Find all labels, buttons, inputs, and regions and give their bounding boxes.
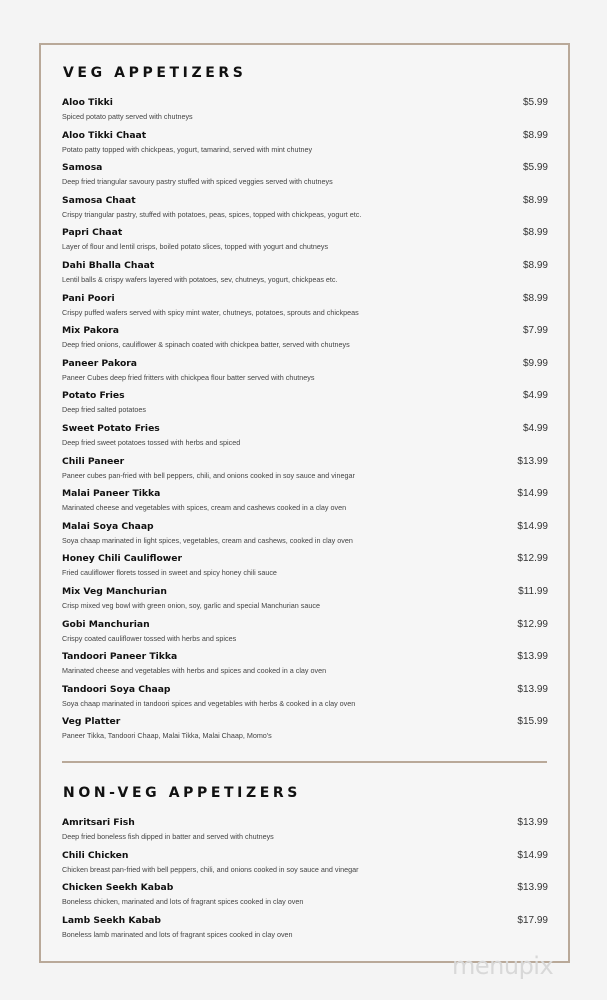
item-price: $7.99	[522, 325, 548, 337]
item-description: Paneer Tikka, Tandoori Chaap, Malai Tikka, Malai Chaap, Momo's	[62, 731, 272, 741]
item-name: Papri Chaat	[62, 227, 123, 239]
menu-item	[62, 131, 548, 164]
item-name: Tandoori Soya Chaap	[62, 683, 171, 695]
item-description: Boneless chicken, marinated and lots of fragrant spices cooked in clay oven	[62, 897, 304, 907]
watermark-logo: menupix	[452, 952, 554, 980]
item-name: Tandoori Paneer Tikka	[62, 651, 178, 663]
item-price: $13.99	[517, 683, 548, 695]
item-price: $14.99	[517, 849, 548, 861]
menu-item	[62, 196, 548, 229]
item-description: Deep fried salted potatoes	[62, 405, 146, 415]
item-description: Potato patty topped with chickpeas, yogurt, tamarind, served with mint chutney	[62, 144, 313, 154]
menu-item	[62, 818, 548, 851]
item-description: Deep fried boneless fish dipped in batter and served with chutneys	[62, 832, 274, 841]
item-name: Samosa	[62, 162, 103, 174]
item-price: $11.99	[518, 585, 548, 597]
section-divider	[62, 761, 547, 763]
item-price: $15.99	[517, 716, 548, 728]
item-price: $13.99	[517, 455, 548, 467]
item-price: $13.99	[517, 817, 548, 828]
item-description: Soya chaap marinated in tandoori spices and vegetables with herbs & cooked in a clay oven	[62, 698, 356, 708]
section-title-nonveg: NON-VEG APPETIZERS	[63, 785, 301, 801]
item-name: Chili Chicken	[62, 849, 129, 861]
item-name: Lamb Seekh Kabab	[62, 914, 162, 926]
menu-item	[62, 163, 548, 196]
item-name: Paneer Pakora	[62, 357, 138, 369]
item-price: $8.99	[522, 259, 548, 271]
item-name: Malai Soya Chaap	[62, 520, 154, 532]
menu-item	[62, 228, 548, 261]
menu-item	[62, 685, 548, 718]
item-price: $4.99	[522, 422, 548, 434]
menu-page	[39, 43, 570, 963]
item-description: Boneless lamb marinated and lots of fragrant spices cooked in clay oven	[62, 929, 293, 939]
menu-item	[62, 916, 548, 949]
menu-item	[62, 424, 548, 457]
item-price: $5.99	[522, 97, 548, 108]
item-name: Veg Platter	[62, 716, 121, 728]
item-description: Fried cauliflower florets tossed in sweet and spicy honey chili sauce	[62, 568, 277, 578]
item-price: $14.99	[517, 488, 548, 500]
item-name: Pani Poori	[62, 292, 115, 304]
item-name: Dahi Bhalla Chaat	[62, 259, 155, 271]
item-name: Aloo Tikki Chaat	[62, 129, 147, 141]
item-description: Deep fried triangular savoury pastry stuffed with spiced veggies served with chutneys	[62, 177, 333, 187]
menu-item	[62, 883, 548, 916]
item-description: Crispy coated cauliflower tossed with herbs and spices	[62, 633, 237, 643]
menu-item	[62, 620, 548, 653]
item-name: Chili Paneer	[62, 455, 125, 467]
item-description: Paneer Cubes deep fried fritters with chickpea flour batter served with chutneys	[62, 372, 315, 382]
item-price: $12.99	[517, 553, 548, 565]
item-price: $12.99	[517, 618, 548, 630]
item-name: Sweet Potato Fries	[62, 422, 160, 434]
item-description: Crisp mixed veg bowl with green onion, soy, garlic and special Manchurian sauce	[62, 600, 320, 610]
item-name: Honey Chili Cauliflower	[62, 553, 183, 565]
item-description: Layer of flour and lentil crisps, boiled potato slices, topped with yogurt and chutneys	[62, 242, 329, 252]
item-description: Marinated cheese and vegetables with spices, cream and cashews cooked in a clay oven	[62, 503, 347, 513]
item-description: Deep fried sweet potatoes tossed with herbs and spiced	[62, 437, 241, 447]
menu-item	[62, 587, 548, 620]
menu-item	[62, 261, 548, 294]
menu-item	[62, 294, 548, 327]
item-description: Crispy triangular pastry, stuffed with potatoes, peas, spices, topped with chickpeas, yogurt etc.	[62, 209, 362, 219]
menu-item	[62, 457, 548, 490]
item-name: Amritsari Fish	[62, 817, 135, 828]
item-name: Gobi Manchurian	[62, 618, 150, 630]
item-description: Soya chaap marinated in light spices, vegetables, cream and cashews, cooked in clay oven	[62, 535, 353, 545]
item-description: Spiced potato patty served with chutneys	[62, 112, 193, 121]
nonveg-item-list	[62, 818, 548, 948]
item-description: Deep fried onions, cauliflower & spinach coated with chickpea batter, served with chutneys	[62, 340, 350, 350]
item-description: Lentil balls & crispy wafers layered with potatoes, sev, chutneys, yogurt, chickpeas etc.	[62, 274, 338, 284]
item-name: Mix Veg Manchurian	[62, 585, 167, 597]
menu-item	[62, 391, 548, 424]
menu-item	[62, 98, 548, 131]
item-price: $5.99	[522, 162, 548, 174]
item-name: Potato Fries	[62, 390, 125, 402]
item-price: $13.99	[517, 651, 548, 663]
item-price: $8.99	[522, 227, 548, 239]
item-description: Chicken breast pan-fried with bell peppers, chili, and onions cooked in soy sauce and vinegar	[62, 864, 359, 874]
item-description: Marinated cheese and vegetables with herbs and spices and cooked in a clay oven	[62, 666, 327, 676]
item-price: $14.99	[517, 520, 548, 532]
item-price: $13.99	[517, 882, 548, 894]
menu-item	[62, 489, 548, 522]
item-price: $8.99	[522, 292, 548, 304]
veg-item-list	[62, 98, 548, 750]
menu-item	[62, 851, 548, 884]
menu-item	[62, 554, 548, 587]
item-name: Aloo Tikki	[62, 97, 113, 108]
item-price: $8.99	[522, 129, 548, 141]
menu-item	[62, 359, 548, 392]
item-name: Mix Pakora	[62, 325, 120, 337]
item-name: Chicken Seekh Kabab	[62, 882, 174, 894]
menu-item	[62, 522, 548, 555]
item-name: Samosa Chaat	[62, 194, 136, 206]
item-description: Crispy puffed wafers served with spicy mint water, chutneys, potatoes, sprouts and chickpeas	[62, 307, 359, 317]
menu-item	[62, 717, 548, 750]
item-price: $8.99	[522, 194, 548, 206]
menu-item	[62, 652, 548, 685]
item-description: Paneer cubes pan-fried with bell peppers, chili, and onions cooked in soy sauce and vinegar	[62, 470, 355, 480]
item-price: $4.99	[522, 390, 548, 402]
item-name: Malai Paneer Tikka	[62, 488, 161, 500]
item-price: $9.99	[522, 357, 548, 369]
section-title-veg: VEG APPETIZERS	[63, 65, 247, 81]
item-price: $17.99	[517, 914, 548, 926]
menu-item	[62, 326, 548, 359]
